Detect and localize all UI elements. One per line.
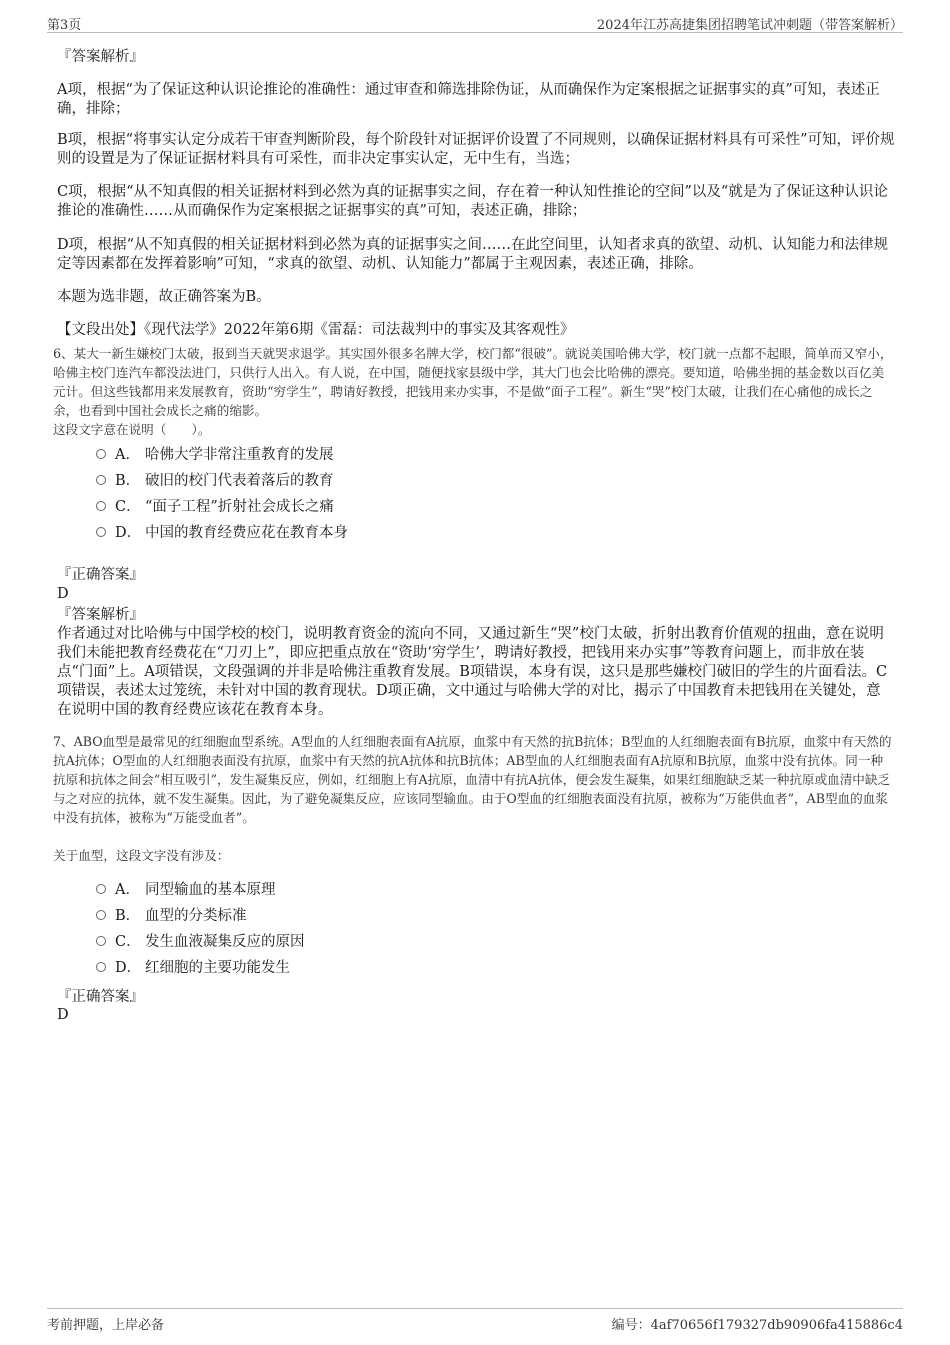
radio-icon[interactable]	[96, 936, 106, 946]
q6-analysis	[57, 625, 895, 720]
document-code: 编号：4af70656f179327db90906fa415886c4	[611, 1318, 903, 1333]
q6-option-d[interactable]	[96, 522, 348, 544]
analysis-c-text: C项，根据“从不知真假的相关证据材料到必然为真的证据事实之间，存在着一种认知性推论的空间”以及“就是为了保证这种认识论推论的准确性……从而确保作为定案根据之证据事实的真”可知，表述正确，排除；	[57, 184, 888, 219]
option-letter: D．	[115, 960, 142, 976]
q7-option-c[interactable]	[96, 931, 305, 953]
answer-value: D	[57, 1007, 69, 1023]
conclusion-text: 本题为选非题，故正确答案为B。	[57, 289, 271, 305]
radio-icon[interactable]	[96, 475, 106, 485]
option-text: 中国的教育经费应花在教育本身	[145, 525, 348, 541]
q6-answer	[57, 585, 895, 604]
footer-slogan: 考前押题，上岸必备	[47, 1318, 165, 1333]
option-letter: B．	[115, 908, 141, 924]
analysis-item-b	[57, 131, 895, 169]
option-letter: B．	[115, 473, 141, 489]
q6-analysis-heading	[57, 606, 895, 625]
q6-answer-heading	[57, 566, 895, 585]
question-7-prompt-text: 关于血型，这段文字没有涉及：	[53, 848, 230, 863]
analysis-heading-text: 『答案解析』	[57, 607, 144, 623]
answer-heading-text: 『正确答案』	[57, 989, 144, 1005]
analysis-heading-text: 『答案解析』	[57, 49, 144, 65]
document-title: 2024年江苏高捷集团招聘笔试冲刺题（带答案解析）	[596, 18, 903, 33]
q7-answer	[57, 1006, 895, 1025]
radio-icon[interactable]	[96, 884, 106, 894]
analysis-conclusion	[57, 288, 895, 307]
radio-icon[interactable]	[96, 962, 106, 972]
option-letter: A．	[115, 447, 140, 463]
option-text: 破旧的校门代表着落后的教育	[145, 473, 334, 489]
q7-option-d[interactable]	[96, 957, 290, 979]
question-7-stem	[53, 732, 895, 827]
answer-value: D	[57, 586, 69, 602]
option-text: “面子工程”折射社会成长之痛	[145, 499, 334, 515]
option-letter: C．	[115, 499, 141, 515]
option-text: 哈佛大学非常注重教育的发展	[145, 447, 334, 463]
question-7-stem-text: 7、ABO血型是最常见的红细胞血型系统。A型血的人红细胞表面有A抗原，血浆中有天然的抗B抗体；B型血的人红细胞表面有B抗原，血浆中有天然的抗A抗体；O型血的人红细胞表面没有抗原，血浆中有天然的抗A抗体和抗B抗体；AB型血的人红细胞表面有A抗原和B抗原，血浆中没有抗体。同一种抗原和抗体之间会“相互吸引”，发生凝集反应，例如，红细胞上有A抗原，血清中有抗A抗体，便会发生凝集，如果红细胞缺乏某一种抗原或血清中缺乏与之对应的抗体，就不发生凝集。因此，为了避免凝集反应，应该同型输血。由于O型血的红细胞表面没有抗原，被称为“万能供血者”，AB型血的血浆中没有抗体，被称为“万能受血者”。	[53, 734, 892, 825]
analysis-item-c	[57, 183, 895, 221]
source-citation	[57, 321, 895, 340]
analysis-b-text: B项，根据“将事实认定分成若干审查判断阶段，每个阶段针对证据评价设置了不同规则，以确保证据材料具有可采性”可知，评价规则的设置是为了保证证据材料具有可采性，而非决定事实认定，无中生有，当选；	[57, 132, 895, 167]
q6-option-b[interactable]	[96, 470, 334, 492]
option-text: 同型输血的基本原理	[145, 882, 276, 898]
analysis-a-text: A项，根据“为了保证这种认识论推论的准确性：通过审查和筛选排除伪证，从而确保作为定案根据之证据事实的真”可知，表述正确，排除；	[57, 82, 880, 117]
question-6-stem	[53, 344, 895, 439]
analysis-item-a	[57, 81, 895, 119]
option-letter: A．	[115, 882, 140, 898]
q6-analysis-text: 作者通过对比哈佛与中国学校的校门，说明教育资金的流向不同，又通过新生“哭”校门太破，折射出教育价值观的扭曲，意在说明我们未能把教育经费花在“刀刃上”，即应把重点放在“资助‘穷学生’，聘请好教授，把钱用来办实事”等教育问题上，而非放在装点“门面”上。A项错误，文段强调的并非是哈佛注重教育发展。B项错误，本身有误，这只是那些嫌校门破旧的学生的片面看法。C项错误，表述太过笼统，未针对中国的教育现状。D项正确，文中通过与哈佛大学的对比，揭示了中国教育未把钱用在关键处，意在说明中国的教育经费应该花在教育本身。	[57, 626, 888, 718]
analysis-item-d	[57, 236, 895, 274]
option-letter: D．	[115, 525, 142, 541]
radio-icon[interactable]	[96, 910, 106, 920]
page-footer	[47, 1308, 903, 1337]
page-number: 第3页	[47, 18, 82, 33]
answer-heading-text: 『正确答案』	[57, 567, 144, 583]
analysis-d-text: D项，根据“从不知真假的相关证据材料到必然为真的证据事实之间……在此空间里，认知者求真的欲望、动机、认知能力和法律规定等因素都在发挥着影响”可知，“求真的欲望、动机、认知能力”都属于主观因素，表述正确，排除。	[57, 237, 889, 272]
q6-option-a[interactable]	[96, 444, 334, 466]
question-6-stem-text: 6、某大一新生嫌校门太破，报到当天就哭求退学。其实国外很多名牌大学，校门都“很破”。就说美国哈佛大学，校门就一点都不起眼，简单而又窄小，哈佛主校门连汽车都没法进门，只供行人出入。有人说，在中国，随便找家县级中学，其大门也会比哈佛的漂亮。要知道，哈佛坐拥的基金数以百亿美元计。但这些钱都用来发展教育，资助“穷学生”，聘请好教授，把钱用来办实事，不是做“面子工程”。新生“哭”校门太破，让我们在心痛他的成长之余，也看到中国社会成长之痛的缩影。	[53, 346, 893, 418]
question-6-prompt: 这段文字意在说明（ ）。	[53, 422, 211, 437]
q7-option-b[interactable]	[96, 905, 247, 927]
radio-icon[interactable]	[96, 449, 106, 459]
question-7-prompt	[53, 846, 895, 865]
q6-option-c[interactable]	[96, 496, 334, 518]
radio-icon[interactable]	[96, 527, 106, 537]
option-text: 血型的分类标准	[145, 908, 247, 924]
option-text: 红细胞的主要功能发生	[145, 960, 290, 976]
option-text: 发生血液凝集反应的原因	[145, 934, 305, 950]
radio-icon[interactable]	[96, 501, 106, 511]
page-header	[47, 12, 903, 33]
option-letter: C．	[115, 934, 141, 950]
analysis-heading	[57, 48, 895, 67]
q7-answer-heading	[57, 988, 895, 1007]
q7-option-a[interactable]	[96, 879, 276, 901]
source-text: 【文段出处】《现代法学》2022年第6期《雷磊：司法裁判中的事实及其客观性》	[57, 322, 575, 338]
